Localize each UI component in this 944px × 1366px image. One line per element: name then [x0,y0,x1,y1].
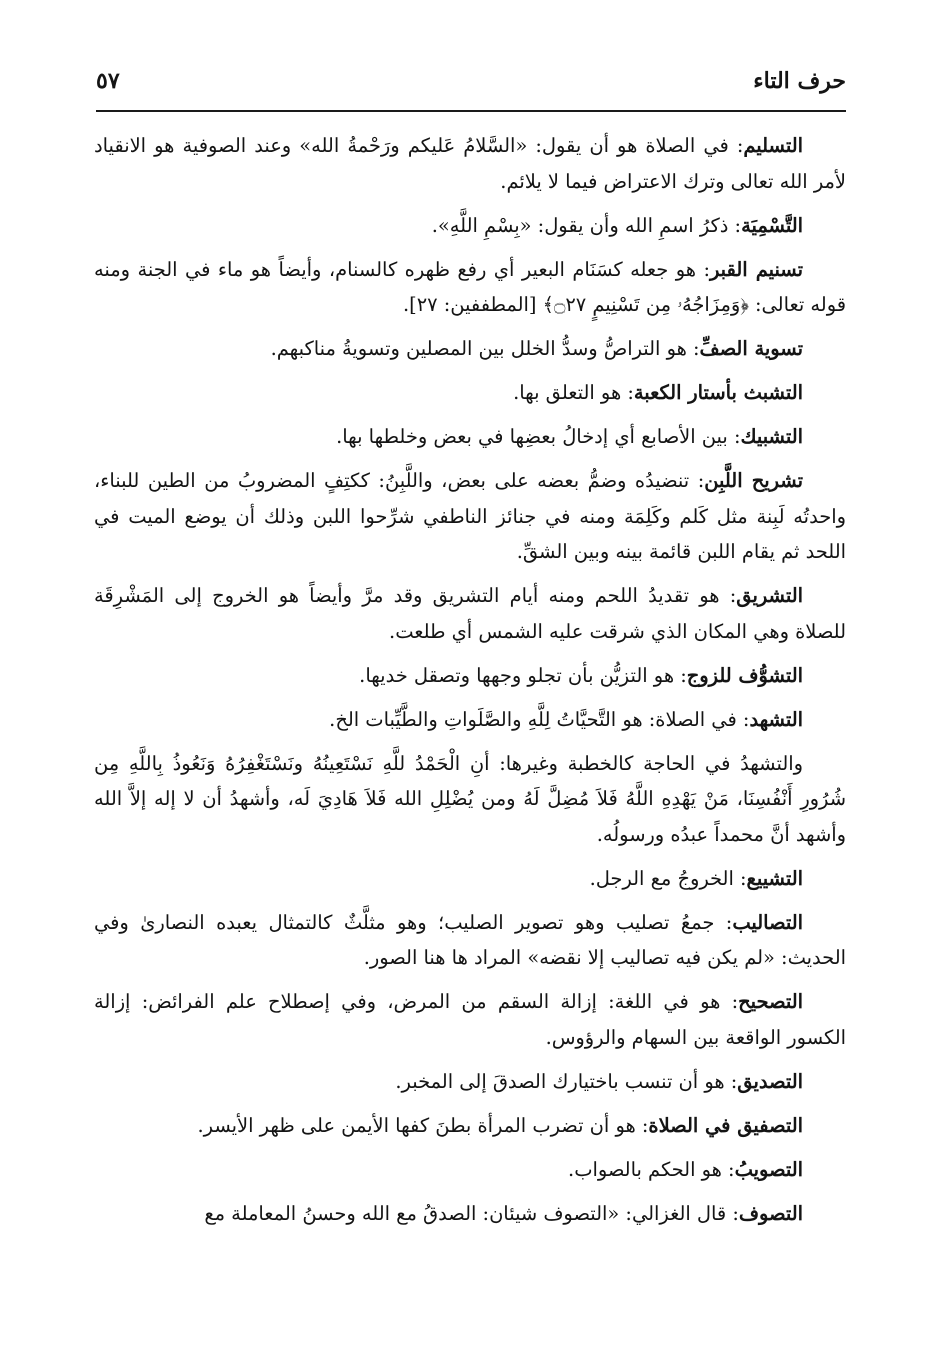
entry-definition: : بين الأصابع أي إدخالُ بعضِها في بعض وخلطها بها. [336,425,741,448]
entry-term: التصويبُ [734,1157,803,1181]
entry-term: التصفيق في الصلاة [648,1113,803,1137]
dictionary-entries [94,128,846,1231]
dictionary-entry [94,1064,846,1100]
entry-definition: : الخروجُ مع الرجل. [589,866,747,890]
entry-definition: : هو في اللغة: إزالة السقم من المرض، وفي إصطلاح علم الفرائض: إزالة الكسور الواقعة بين السهام والرؤوس. [94,990,846,1049]
dictionary-entry [94,331,846,367]
entry-definition: : هو أن تنسب باختيارك الصدقَ إلى المخبر. [395,1069,738,1093]
entry-definition: : هو أن تضرب المرأة بطنَ كفها الأيمن على ظهر الأيسر. [197,1113,649,1137]
header-rule [96,110,846,112]
entry-term: التصاليب [732,910,803,934]
dictionary-entry [94,463,846,570]
entry-term: تشريح اللَّبِن [704,469,804,492]
page-header [96,64,846,104]
entry-term: التصوف [738,1201,803,1225]
dictionary-entry [94,861,846,897]
entry-definition: : قال الغزالي: «التصوف شيئان: الصدقُ مع الله وحسنُ المعاملة مع [204,1201,739,1225]
entry-term: التصديق [737,1069,803,1093]
entry-definition: والتشهدُ في الحاجة كالخطبة وغيرها: أنِ الْحَمْدُ للَّهِ نَسْتَعِينُهُ ونَسْتَغْفِرُهُ وَنَعُوذُ بِاللَّهِ مِن شُرُورِ أَنْفُسِنَا، مَنْ يَهْدِهِ اللَّهُ فَلاَ مُضِلَّ لَهُ ومن يُضْلِلِ الله فَلاَ هَادِيَ لَه، وأشهدُ أن لا إله إلاَّ الله وأشهد أنَّ محمداً عبدُه ورسولُه. [94,751,846,846]
entry-definition: : هو التراصُّ وسدُّ الخلل بين المصلين وتسويةُ مناكبهم. [270,337,700,360]
running-title: حرف التاء [753,68,846,94]
entry-term: التشبيك [740,425,803,448]
entry-definition: : جمعُ تصليب وهو تصوير الصليب؛ وهو مثلَّثٌ كالتمثال يعبده النصارىٰ وفي الحديث: «لم يكن فيه تصاليب إلا نقضه» المراد ها هنا الصور. [94,910,846,969]
entry-term: التشييع [746,866,803,890]
entry-definition: : هو التعلق بها. [513,381,634,404]
entry-term: التصحيح [738,990,803,1013]
entry-term: التشوُّف للزوج [686,663,803,687]
dictionary-entry [94,905,846,976]
entry-definition: : تنضيدُه وضمُّ بعضه على بعض، واللَّبِنُ: ككتِفٍ المضروبُ من الطين للبناء، واحدتُه لَبِنة مثل كَلم وكَلِمَة ومنه في جنائز الناطفي شرِّحوا اللبن وذلك أن يوضع الميت في اللحد ثم يقام اللبن قائمة بينه وبين الشقِّ. [94,469,846,563]
entry-term: التشبث بأستار الكعبة [633,381,803,404]
entry-definition: : هو الحكم بالصواب. [568,1157,735,1181]
entry-term: تسنيم القبر [709,257,803,281]
entry-definition: : في الصلاة هو أن يقول: «السَّلامُ عَليكم ورَحْمةُ الله» وعند الصوفية هو الانقياد لأمر الله تعالى وترك الاعتراض فيما لا يلائم. [94,134,846,193]
dictionary-entry [94,578,846,649]
dictionary-entry [94,208,846,244]
dictionary-entry [94,1152,846,1188]
dictionary-entry [94,1108,846,1144]
page-number: ٥٧ [96,68,120,94]
dictionary-entry [94,252,846,323]
entry-definition: : هو جعله كسَنَام البعير أي رفع ظهره كالسنام، وأيضاً هو ماء في الجنة ومنه قوله تعالى: ﴿وَمِزَاجُهُۥ مِن تَسْنِيمٍ ۝٢٧﴾ [المطففين: ٢٧]. [94,257,846,316]
dictionary-entry [94,658,846,694]
dictionary-entry [94,1196,846,1232]
entry-term: التَّسْمِيَة [741,213,803,237]
entry-term: تسوية الصفِّ [699,337,803,360]
dictionary-entry [94,375,846,411]
entry-term: التشريق [736,584,803,607]
dictionary-entry [94,984,846,1055]
entry-definition: : في الصلاة: هو التَّحيَّاتُ لِلَّهِ والصَّلَواتِ والطَّيِّبات الخ. [329,707,750,731]
dictionary-entry [94,746,846,853]
entry-definition: : ذكرُ اسمِ الله وأن يقول: «بِسْمِ اللَّهِ». [431,213,742,237]
entry-term: التشهد [749,707,803,731]
dictionary-entry [94,128,846,199]
entry-term: التسليم [743,134,803,157]
entry-definition: : هو التزيُّن بأن تجلو وجهها وتصقل خديها. [359,663,687,687]
dictionary-entry [94,419,846,455]
dictionary-entry [94,702,846,738]
entry-definition: : هو تقديدُ اللحم ومنه أيام التشريق وقد مرَّ وأيضاً هو الخروج إلى المَشْرِقَة للصلاة وهي المكان الذي شرقت عليه الشمس أي طلعت. [94,584,846,643]
